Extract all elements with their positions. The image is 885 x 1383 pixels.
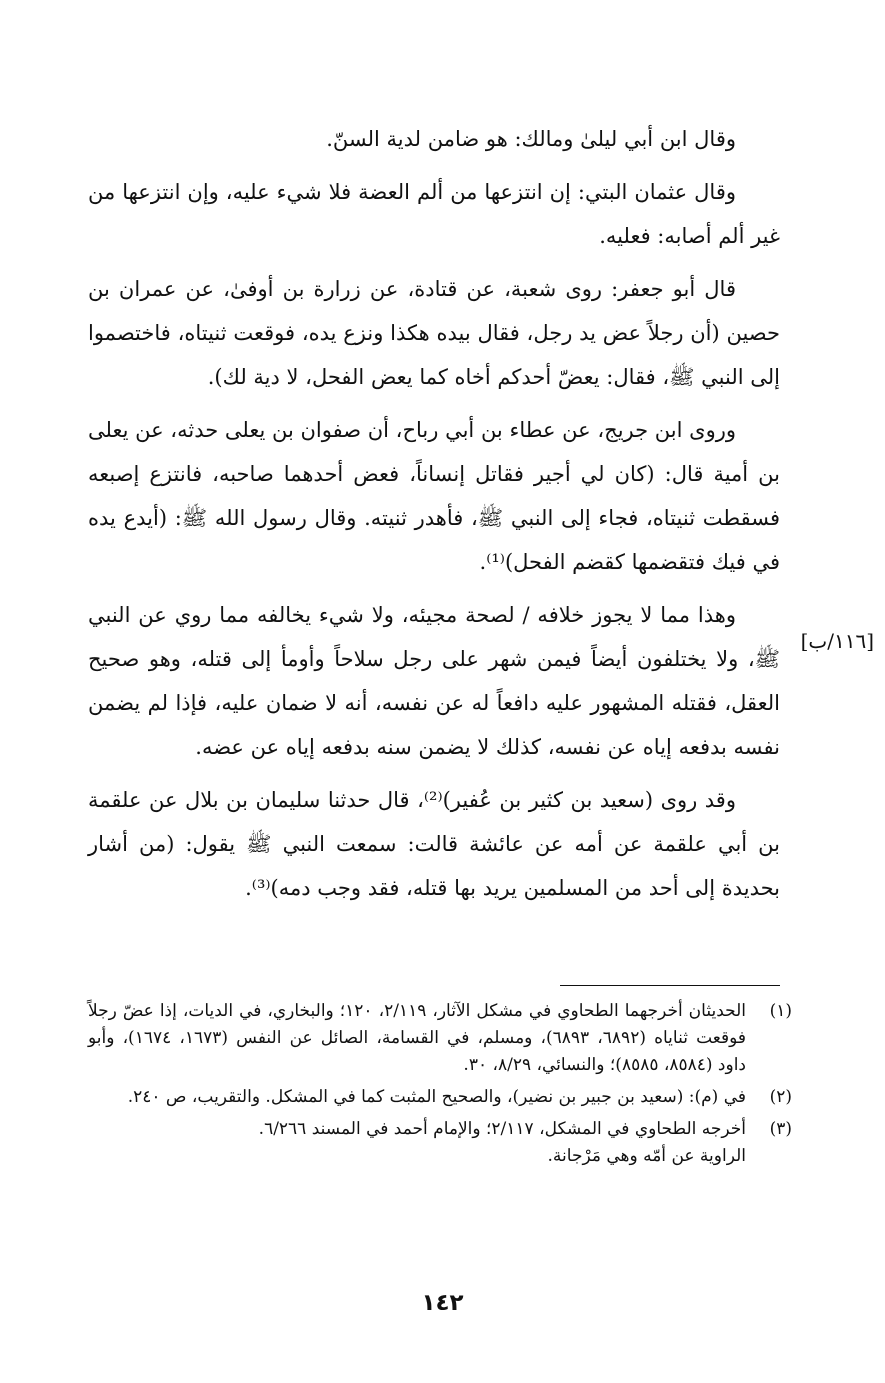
footnotes-section [88,998,792,1175]
page-number: ١٤٢ [421,1290,464,1316]
footnote-number: (٢) [769,1087,792,1107]
footnote-text [88,998,746,1079]
footnote-line: في (م): (سعيد بن جبير بن نضير)، والصحيح المثبت كما في المشكل. والتقريب، ص ٢٤٠. [127,1087,746,1107]
paragraph-5: وهذا مما لا يجوز خلافه / لصحة مجيئه، ولا شيء يخالفه مما روي عن النبي ﷺ، ولا يختلفون أيضاً فيمن شهر على رجل سلاحاً وأومأ إلى قتله، وهو صحيح العقل، فقتله المشهور عليه دافعاً له عن نفسه، أنه لا ضمان عليه، فإذا لم يضمن نفسه بدفعه إياه عن نفسه، كذلك لا يضمن سنه بدفعه إياه عن عضه. [88,603,780,759]
footnote-number: (٣) [769,1119,792,1139]
main-text-body [88,117,780,919]
paragraph-2: وقال عثمان البتي: إن انتزعها من ألم العضة فلا شيء عليه، وإن انتزعها من غير ألم أصابه: فعليه. [88,180,780,248]
paragraph-3: قال أبو جعفر: روى شعبة، عن قتادة، عن زرارة بن أوفىٰ، عن عمران بن حصين (أن رجلاً عض يد رجل، فقال بيده هكذا ونزع يده، فوقعت ثنيتاه، فاختصموا إلى النبي ﷺ، فقال: يعضّ أحدكم أخاه كما يعض الفحل، لا دية لك). [88,277,780,389]
footnote-1 [88,998,792,1079]
paragraph-6: وقد روى (سعيد بن كثير بن عُفير)⁽²⁾، قال حدثنا سليمان بن بلال عن علقمة بن أبي علقمة عن أمه عن عائشة قالت: سمعت النبي ﷺ يقول: (من أشار بحديدة إلى أحد من المسلمين يريد بها قتله، فقد وجب دمه)⁽³⁾. [88,788,780,900]
footnote-line: الحديثان أخرجهما الطحاوي في مشكل الآثار، ٢/١١٩، ١٢٠؛ والبخاري، في الديات، إذا عضّ رجلاً فوقعت ثناياه (٦٨٩٢، ٦٨٩٣)، ومسلم، في القسامة، الصائل عن النفس (١٦٧٣، ١٦٧٤)، وأبو داود (٨٥٨٤، ٨٥٨٥)؛ والنسائي، ٨/٢٩، ٣٠. [88,1001,747,1075]
footnote-3 [88,1116,792,1170]
paragraph-4: وروى ابن جريج، عن عطاء بن أبي رباح، أن صفوان بن يعلى حدثه، عن يعلى بن أمية قال: (كان لي أجير فقاتل إنساناً، فعض أحدهما صاحبه، فانتزع إصبعه فسقطت ثنيتاه، فجاء إلى النبي ﷺ، فأهدر ثنيته. وقال رسول الله ﷺ: (أيدع يده في فيك فتقضمها كقضم الفحل)⁽¹⁾. [88,418,780,574]
paragraph-1: وقال ابن أبي ليلىٰ ومالك: هو ضامن لدية السنّ. [326,127,736,151]
footnote-2 [88,1084,792,1111]
footnote-line: أخرجه الطحاوي في المشكل، ٢/١١٧؛ والإمام أحمد في المسند ٦/٢٦٦. [258,1119,746,1139]
footnote-text [88,1084,746,1111]
footnote-number: (١) [769,1001,792,1021]
footnote-line: الراوية عن أمّه وهي مَرْجانة. [547,1146,746,1166]
manuscript-folio-marker: [١١٦/ب] [800,629,874,653]
footnote-text [88,1116,746,1170]
footnote-separator [560,985,780,986]
